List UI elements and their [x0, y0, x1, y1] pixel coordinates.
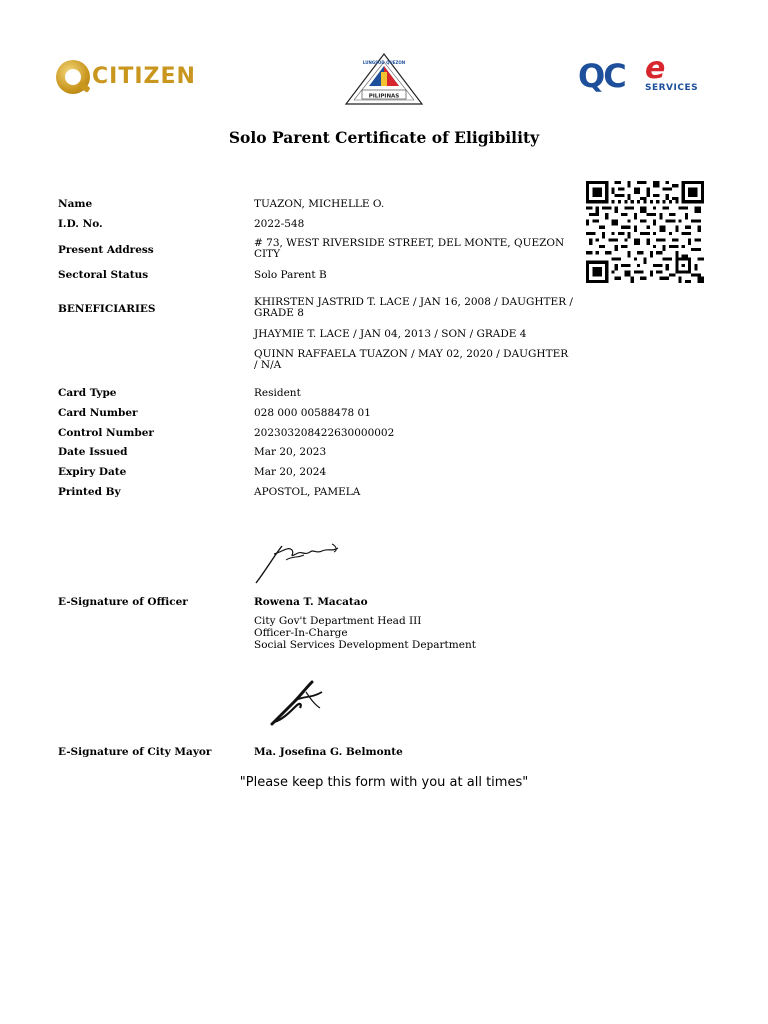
officer-name: Rowena T. Macatao: [254, 596, 368, 608]
card-type-value: Resident: [254, 387, 301, 399]
date-issued-value: Mar 20, 2023: [254, 446, 327, 458]
card-number-label: Card Number: [58, 407, 138, 419]
mayor-signature-label: E-Signature of City Mayor: [58, 746, 212, 758]
qce-e-mark: e: [645, 51, 666, 86]
officer-department: Social Services Development Department: [254, 639, 476, 651]
seal-bottom-text: PILIPINAS: [368, 93, 400, 100]
printed-by-value: APOSTOL, PAMELA: [254, 486, 361, 498]
sectoral-status-value: Solo Parent B: [254, 269, 327, 281]
card-number-value: 028 000 00588478 01: [254, 407, 371, 419]
beneficiary-item: KHIRSTEN JASTRID T. LACE / JAN 16, 2008 / DAUGHTER / GRADE 8: [254, 296, 573, 319]
id-value: 2022-548: [254, 218, 305, 230]
qce-services-logo: [578, 51, 708, 98]
expiry-date-label: Expiry Date: [58, 466, 127, 478]
seal-top-text: LUNGSOD QUEZON: [362, 60, 406, 65]
sectoral-status-label: Sectoral Status: [58, 269, 149, 281]
control-number-label: Control Number: [58, 427, 154, 439]
beneficiary-item: QUINN RAFFAELA TUAZON / MAY 02, 2020 / DAUGHTER / N/A: [254, 348, 569, 371]
date-issued-label: Date Issued: [58, 446, 128, 458]
officer-title-line: City Gov't Department Head III: [254, 615, 422, 627]
name-value: TUAZON, MICHELLE O.: [254, 198, 385, 210]
name-label: Name: [58, 198, 93, 210]
officer-title-line: Officer-In-Charge: [254, 627, 348, 639]
officer-signature-label: E-Signature of Officer: [58, 596, 188, 608]
quezon-city-seal: [344, 52, 424, 106]
card-type-label: Card Type: [58, 387, 117, 399]
expiry-date-value: Mar 20, 2024: [254, 466, 327, 478]
control-number-value: 202303208422630000002: [254, 427, 395, 439]
page-title: Solo Parent Certificate of Eligibility: [228, 128, 540, 147]
qcitizen-logo: [56, 60, 196, 96]
qcitizen-wordmark: CITIZEN: [92, 64, 196, 89]
mayor-name: Ma. Josefina G. Belmonte: [254, 746, 403, 758]
id-label: I.D. No.: [58, 218, 103, 230]
beneficiaries-label: BENEFICIARIES: [58, 303, 156, 315]
beneficiary-item: JHAYMIE T. LACE / JAN 04, 2013 / SON / GRADE 4: [254, 328, 527, 340]
mayor-signature: [266, 678, 328, 728]
qr-code: [586, 181, 704, 283]
officer-signature: [252, 540, 344, 586]
address-label: Present Address: [58, 244, 154, 256]
address-value: # 73, WEST RIVERSIDE STREET, DEL MONTE, QUEZON CITY: [254, 237, 565, 260]
qce-services-text: SERVICES: [645, 83, 699, 93]
printed-by-label: Printed By: [58, 486, 121, 498]
qce-qc-mark: QC: [578, 57, 625, 95]
footer-note: "Please keep this form with you at all times": [239, 775, 529, 790]
